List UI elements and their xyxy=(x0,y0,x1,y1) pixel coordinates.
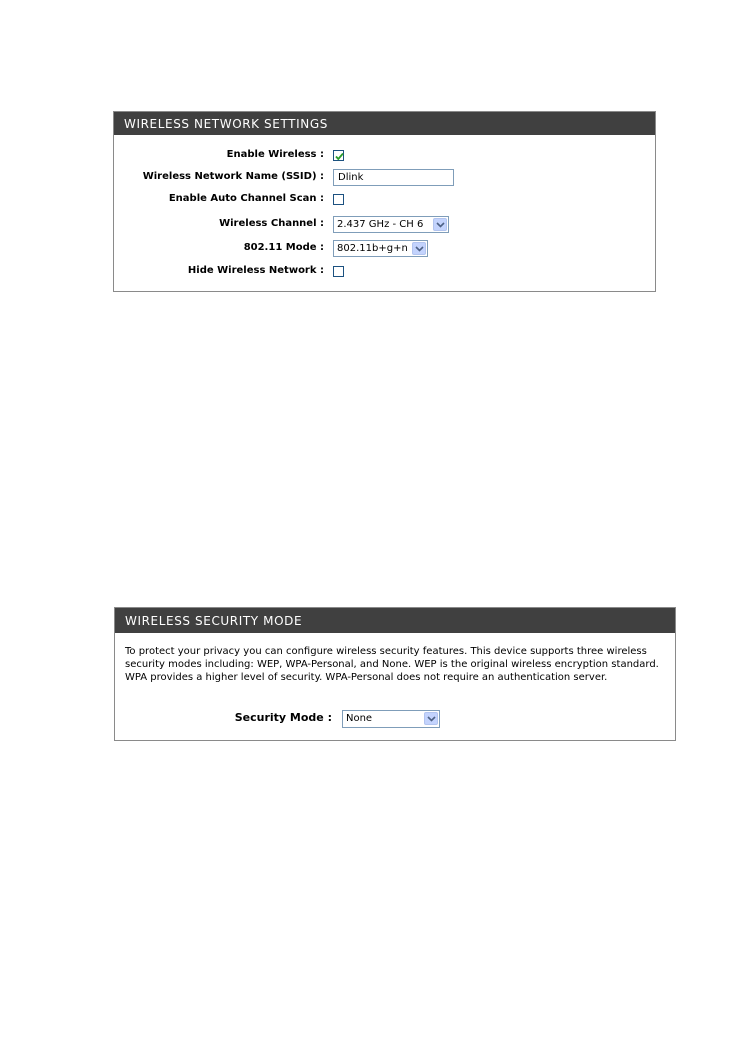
wireless-channel-value: 2.437 GHz - CH 6 xyxy=(337,219,424,230)
ssid-row xyxy=(114,168,655,188)
wireless-security-mode-title: WIRELESS SECURITY MODE xyxy=(115,608,675,633)
wireless-channel-select[interactable] xyxy=(333,216,449,233)
chevron-down-icon[interactable] xyxy=(433,218,447,231)
wireless-mode-select[interactable] xyxy=(333,240,428,257)
enable-wireless-row xyxy=(114,146,655,166)
wireless-mode-value: 802.11b+g+n xyxy=(337,243,408,254)
hide-network-checkbox[interactable] xyxy=(333,266,344,277)
security-mode-label: Security Mode : xyxy=(234,711,332,724)
wireless-security-mode-panel xyxy=(114,607,676,741)
security-mode-row xyxy=(115,709,675,729)
security-mode-value: None xyxy=(346,713,373,724)
security-mode-select[interactable] xyxy=(342,710,440,728)
hide-network-row xyxy=(114,262,655,282)
security-description: To protect your privacy you can configure wireless security features. This device supports three wireless security modes including: WEP, WPA-Personal, and None. WEP is the original wireless encryption standard. WPA provides a higher level of security. WPA-Personal does not require an authentication server. xyxy=(125,646,659,683)
auto-channel-checkbox[interactable] xyxy=(333,194,344,205)
ssid-label: Wireless Network Name (SSID) : xyxy=(142,171,324,182)
ssid-input[interactable]: Dlink xyxy=(333,169,454,186)
checkmark-icon xyxy=(334,151,345,162)
wireless-mode-row xyxy=(114,239,655,259)
auto-channel-row xyxy=(114,190,655,210)
wireless-channel-row xyxy=(114,215,655,235)
enable-wireless-checkbox[interactable] xyxy=(333,150,344,161)
chevron-down-icon[interactable] xyxy=(412,242,426,255)
wireless-mode-label: 802.11 Mode : xyxy=(243,242,324,253)
hide-network-label: Hide Wireless Network : xyxy=(187,265,324,276)
wireless-channel-label: Wireless Channel : xyxy=(219,218,324,229)
enable-wireless-label: Enable Wireless : xyxy=(226,149,324,160)
auto-channel-label: Enable Auto Channel Scan : xyxy=(168,193,324,204)
wireless-network-settings-title: WIRELESS NETWORK SETTINGS xyxy=(114,112,655,135)
chevron-down-icon[interactable] xyxy=(424,712,438,725)
wireless-network-settings-panel xyxy=(113,111,656,292)
